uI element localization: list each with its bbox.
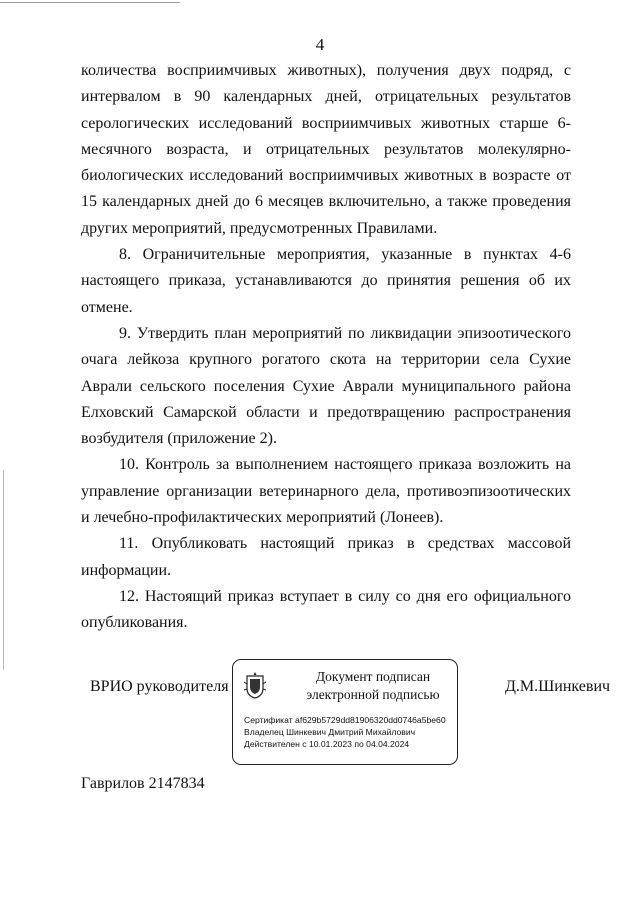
paragraph-item-10: 10. Контроль за выполнением настоящего приказа возложить на управление организации ветеринарного дела, противоэпизоотических и лечебно-профилактических мероприятий (Лонеев). <box>81 456 571 527</box>
stamp-details <box>244 714 446 750</box>
signer-position: ВРИО руководителя <box>90 678 229 695</box>
paragraph-item-12: 12. Настоящий приказ вступает в силу со дня его официального опубликования. <box>81 587 571 632</box>
document-body <box>81 58 571 637</box>
signer-name: Д.М.Шинкевич <box>505 678 611 695</box>
stamp-title <box>293 668 453 704</box>
stamp-title-line: электронной подписью <box>306 687 440 702</box>
scan-artifact-line <box>0 2 180 3</box>
stamp-owner: Владелец Шинкевич Дмитрий Михайлович <box>244 727 416 737</box>
paragraph-item-9: 9. Утвердить план мероприятий по ликвидации эпизоотического очага лейкоза крупного рогатого скота на территории села Сухие Аврали сельского поселения Сухие Аврали муниципального района Елховский Самарской области и предотвращению распространения возбудителя (приложение 2). <box>81 324 571 448</box>
paragraph-item-8: 8. Ограничительные мероприятия, указанные в пунктах 4-6 настоящего приказа, устанавливаются до принятия решения об их отмене. <box>81 246 571 316</box>
paragraph-continuation: количества восприимчивых животных), получения двух подряд, с интервалом в 90 календарных дней, отрицательных результатов серологических исследований восприимчивых животных старше 6-месячного возраста, и отрицательных результатов молекулярно-биологических исследований восприимчивых животных в возрасте от 15 календарных дней до 6 месяцев включительно, а также проведения других мероприятий, предусмотренных Правилами. <box>81 62 571 237</box>
stamp-title-line: Документ подписан <box>315 669 431 684</box>
page-number: 4 <box>315 35 325 54</box>
paragraph-item-11: 11. Опубликовать настоящий приказ в средствах массовой информации. <box>81 535 571 579</box>
coat-of-arms-icon <box>243 672 267 700</box>
stamp-certificate: Сертификат af629b5729dd81906320dd0746a5be60 <box>244 715 446 725</box>
scan-artifact-line <box>3 470 4 670</box>
executor-contact: Гаврилов 2147834 <box>81 775 205 792</box>
stamp-validity: Действителен с 10.01.2023 по 04.04.2024 <box>244 739 410 749</box>
electronic-signature-stamp <box>232 659 458 765</box>
